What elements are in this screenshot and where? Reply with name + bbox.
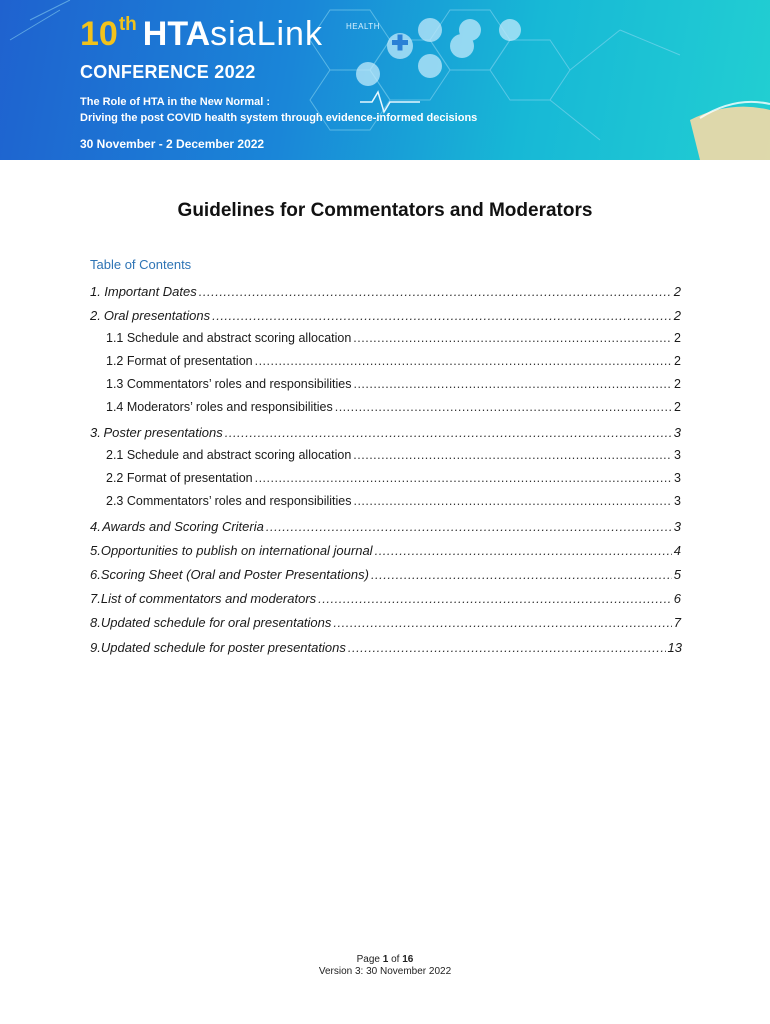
page-of: of	[388, 954, 403, 965]
toc-entry-number: 6.	[90, 567, 101, 582]
total-pages: 16	[402, 954, 414, 965]
toc-page-number: 2	[674, 331, 681, 345]
toc-dot-leader	[318, 591, 672, 606]
toc-page-number: 2	[674, 354, 681, 368]
toc-entry[interactable]	[90, 591, 681, 606]
toc-entry[interactable]	[90, 615, 681, 630]
toc-dot-leader	[199, 284, 672, 299]
toc-entry[interactable]	[90, 543, 681, 558]
toc-dot-leader	[335, 400, 672, 414]
document-title: Guidelines for Commentators and Moderators	[177, 200, 593, 221]
toc-entry-label: 1.4 Moderators’ roles and responsibilities	[106, 400, 333, 414]
toc-page-number: 2	[673, 284, 681, 299]
toc-dot-leader	[255, 354, 672, 368]
conference-theme-line1: The Role of HTA in the New Normal :	[80, 96, 271, 108]
toc-entry-number: 4.	[90, 519, 101, 534]
toc-entry-label: Important Dates	[104, 284, 197, 299]
toc-subentry[interactable]	[106, 377, 681, 391]
toc-subentry[interactable]	[106, 331, 681, 345]
toc-dot-leader	[225, 425, 672, 440]
toc-entry-number: 5.	[90, 543, 101, 558]
toc-dot-leader	[353, 331, 672, 345]
toc-subentry[interactable]	[106, 494, 681, 508]
toc-page-number: 3	[674, 471, 681, 485]
toc-page-number: 4	[673, 543, 681, 558]
toc-entry-number: 9.	[90, 640, 101, 655]
page-prefix: Page	[356, 954, 383, 965]
toc-subentry[interactable]	[106, 400, 681, 414]
toc-entry-number: 2.	[90, 308, 101, 323]
toc-entry[interactable]	[90, 284, 681, 299]
toc-page-number: 3	[673, 425, 681, 440]
toc-dot-leader	[353, 448, 672, 462]
brand-hta: HTA	[142, 15, 211, 53]
toc-entry-label: Oral presentations	[103, 308, 211, 323]
toc-entry-number: 3.	[90, 425, 101, 440]
toc-entry-label: Poster presentations	[103, 425, 223, 440]
toc-dot-leader	[375, 543, 672, 558]
toc-page-number: 6	[673, 591, 681, 606]
toc-entry-label: Updated schedule for oral presentations	[100, 615, 332, 630]
conference-banner	[0, 0, 770, 160]
toc-entry-label: List of commentators and moderators	[100, 591, 317, 606]
toc-entry[interactable]	[90, 519, 681, 534]
page-number	[0, 954, 770, 966]
toc-entry-label: Updated schedule for poster presentations	[100, 640, 346, 655]
toc-dot-leader	[371, 567, 672, 582]
toc-entry[interactable]	[90, 640, 682, 655]
toc-entry-label: 2.2 Format of presentation	[106, 471, 253, 485]
conference-name: CONFERENCE 2022	[80, 62, 256, 82]
toc-dot-leader	[212, 308, 672, 323]
toc-page-number: 3	[674, 448, 681, 462]
toc-subentry[interactable]	[106, 471, 681, 485]
toc-page-number: 13	[667, 640, 682, 655]
toc-page-number: 5	[673, 567, 681, 582]
toc-entry-label: 2.3 Commentators’ roles and responsibilities	[106, 494, 352, 508]
toc-entry-label: Awards and Scoring Criteria	[102, 519, 264, 534]
toc-page-number: 7	[673, 615, 681, 630]
current-page: 1	[382, 954, 389, 965]
toc-entry-label: 1.2 Format of presentation	[106, 354, 253, 368]
toc-dot-leader	[266, 519, 672, 534]
edition-suffix: th	[118, 14, 137, 35]
toc-dot-leader	[353, 494, 672, 508]
toc-entry-label: Opportunities to publish on international journal	[100, 543, 373, 558]
toc-dot-leader	[333, 615, 671, 630]
toc-subentry[interactable]	[106, 448, 681, 462]
decorative-health-word: HEALTH	[346, 22, 380, 31]
edition-number: 10	[80, 15, 118, 53]
toc-entry-label: 1.1 Schedule and abstract scoring allocation	[106, 331, 352, 345]
toc-dot-leader	[255, 471, 672, 485]
toc-page-number: 2	[673, 308, 681, 323]
toc-entry-number: 7.	[90, 591, 101, 606]
event-logo-title	[80, 14, 323, 54]
conference-theme-line2: Driving the post COVID health system through evidence-informed decisions	[80, 112, 478, 124]
toc-entry[interactable]	[90, 425, 681, 440]
toc-dot-leader	[348, 640, 666, 655]
toc-entry-number: 1.	[90, 284, 101, 299]
toc-entry[interactable]	[90, 308, 681, 323]
toc-entry-label: 1.3 Commentators’ roles and responsibilities	[106, 377, 352, 391]
toc-page-number: 3	[673, 519, 681, 534]
toc-page-number: 3	[674, 494, 681, 508]
toc-entry-label: Scoring Sheet (Oral and Poster Presentations)	[100, 567, 369, 582]
toc-dot-leader	[353, 377, 672, 391]
version-line: Version 3: 30 November 2022	[318, 966, 452, 977]
toc-entry-number: 8.	[90, 615, 101, 630]
toc-page-number: 2	[674, 400, 681, 414]
toc-entry[interactable]	[90, 567, 681, 582]
toc-page-number: 2	[674, 377, 681, 391]
conference-dates: 30 November - 2 December 2022	[80, 137, 265, 151]
brand-sialink: siaLink	[210, 15, 323, 53]
toc-entry-label: 2.1 Schedule and abstract scoring allocation	[106, 448, 352, 462]
toc-subentry[interactable]	[106, 354, 681, 368]
page-footer	[0, 954, 770, 978]
toc-heading: Table of Contents	[90, 257, 192, 272]
